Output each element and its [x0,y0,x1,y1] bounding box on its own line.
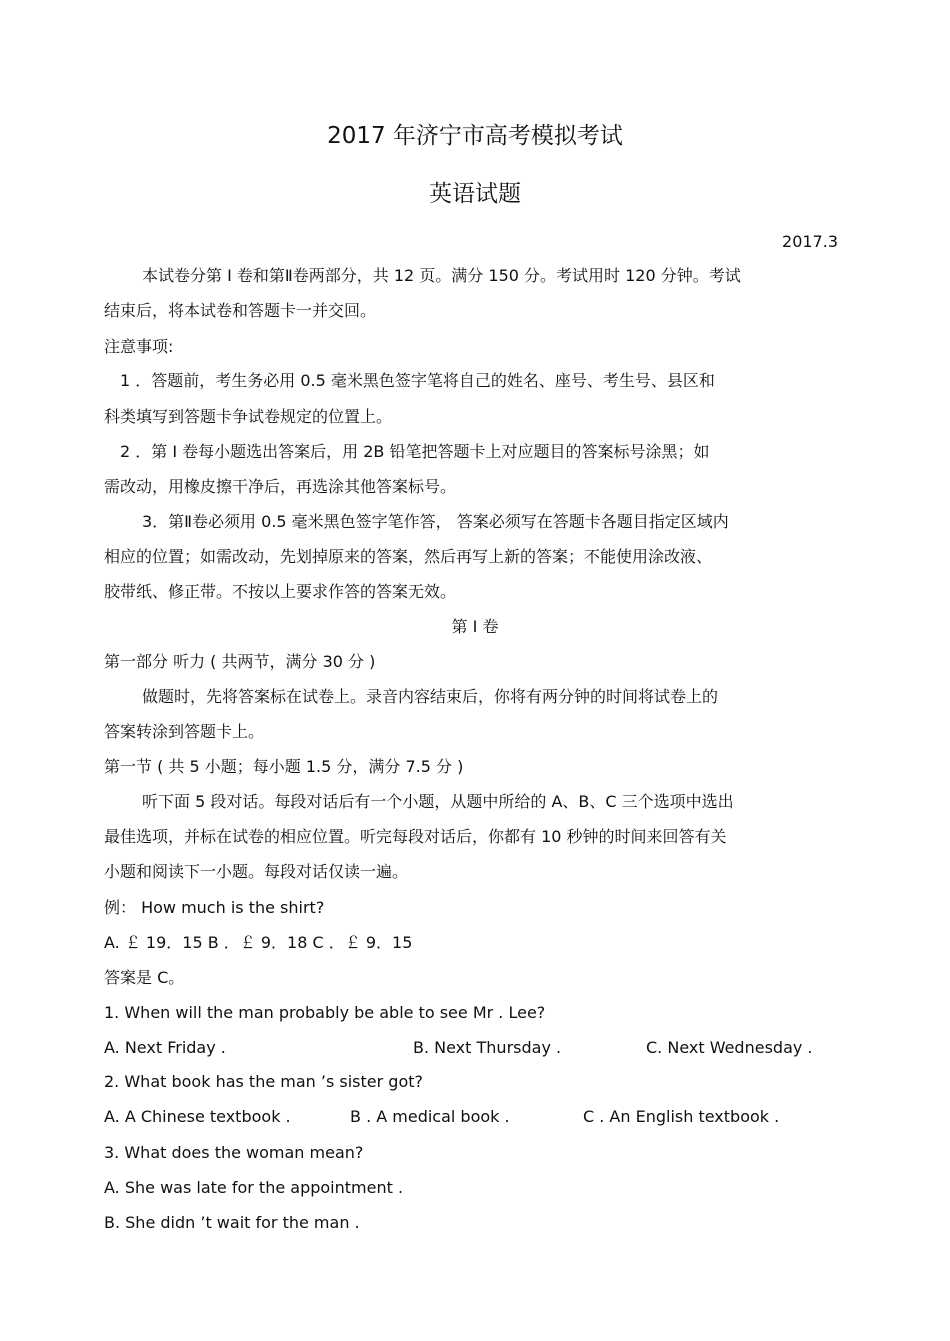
notice-2-line-1: 2 ．第 Ⅰ 卷每小题选出答案后，用 2B 铅笔把答题卡上对应题目的答案标号涂黑；如 [120,442,710,461]
question-1-stem: 1. When will the man probably be able to see Mr . Lee? [104,1003,546,1022]
section1-instruction-2: 最佳选项，并标在试卷的相应位置。听完每段对话后，你都有 10 秒钟的时间来回答有关 [104,827,727,846]
notice-2-line-2: 需改动，用橡皮擦干净后，再选涂其他答案标号。 [104,477,457,496]
notice-3-line-2: 相应的位置；如需改动，先划掉原来的答案，然后再写上新的答案；不能使用涂改液、 [104,547,713,566]
exam-subtitle: 英语试题 [429,181,521,207]
question-1-option-b: B. Next Thursday . [413,1038,562,1057]
notice-1-line-2: 科类填写到答题卡争试卷规定的位置上。 [104,407,393,426]
question-3-stem: 3. What does the woman mean? [104,1143,364,1162]
part1-heading: 第一部分 听力 ( 共两节，满分 30 分 ) [104,652,376,671]
example-question: 例： How much is the shirt? [104,898,325,917]
notice-1-line-1: 1 ．答题前，考生务必用 0.5 毫米黑色签字笔将自己的姓名、座号、考生号、县区和 [120,371,715,390]
notice-heading: 注意事项: [104,337,174,356]
example-options: A. ￡ 19．15 B ．￡ 9．18 C ．￡ 9．15 [104,933,413,952]
question-2-stem: 2. What book has the man ’s sister got? [104,1072,424,1091]
section1-instruction-1: 听下面 5 段对话。每段对话后有一个小题，从题中所给的 A、B、C 三个选项中选出 [142,792,734,811]
part1-instruction-2: 答案转涂到答题卡上。 [104,722,265,741]
intro-line-2: 结束后，将本试卷和答题卡一并交回。 [104,301,377,320]
part1-instruction-1: 做题时，先将答案标在试卷上。录音内容结束后，你将有两分钟的时间将试卷上的 [142,687,719,706]
question-2-option-a: A. A Chinese textbook . [104,1107,291,1126]
volume-heading: 第 Ⅰ 卷 [451,617,499,636]
question-3-option-b: B. She didn ’t wait for the man . [104,1213,360,1232]
notice-3-line-3: 胶带纸、修正带。不按以上要求作答的答案无效。 [104,582,457,601]
question-2-option-b: B . A medical book . [350,1107,510,1126]
question-3-option-a: A. She was late for the appointment . [104,1178,404,1197]
example-answer: 答案是 C。 [104,968,185,987]
section1-instruction-3: 小题和阅读下一小题。每段对话仅读一遍。 [104,862,409,881]
notice-3-line-1: 3．第Ⅱ卷必须用 0.5 毫米黑色签字笔作答， 答案必须写在答题卡各题目指定区域内 [142,512,729,531]
intro-line-1: 本试卷分第 Ⅰ 卷和第Ⅱ卷两部分，共 12 页。满分 150 分。考试用时 120 分钟。考试 [142,266,741,285]
question-2-option-c: C . An English textbook . [583,1107,780,1126]
question-1-option-c: C. Next Wednesday . [646,1038,813,1057]
section1-heading: 第一节 ( 共 5 小题；每小题 1.5 分，满分 7.5 分 ) [104,757,464,776]
exam-date: 2017.3 [782,232,838,251]
exam-title: 2017 年济宁市高考模拟考试 [327,123,623,149]
question-1-option-a: A. Next Friday . [104,1038,226,1057]
